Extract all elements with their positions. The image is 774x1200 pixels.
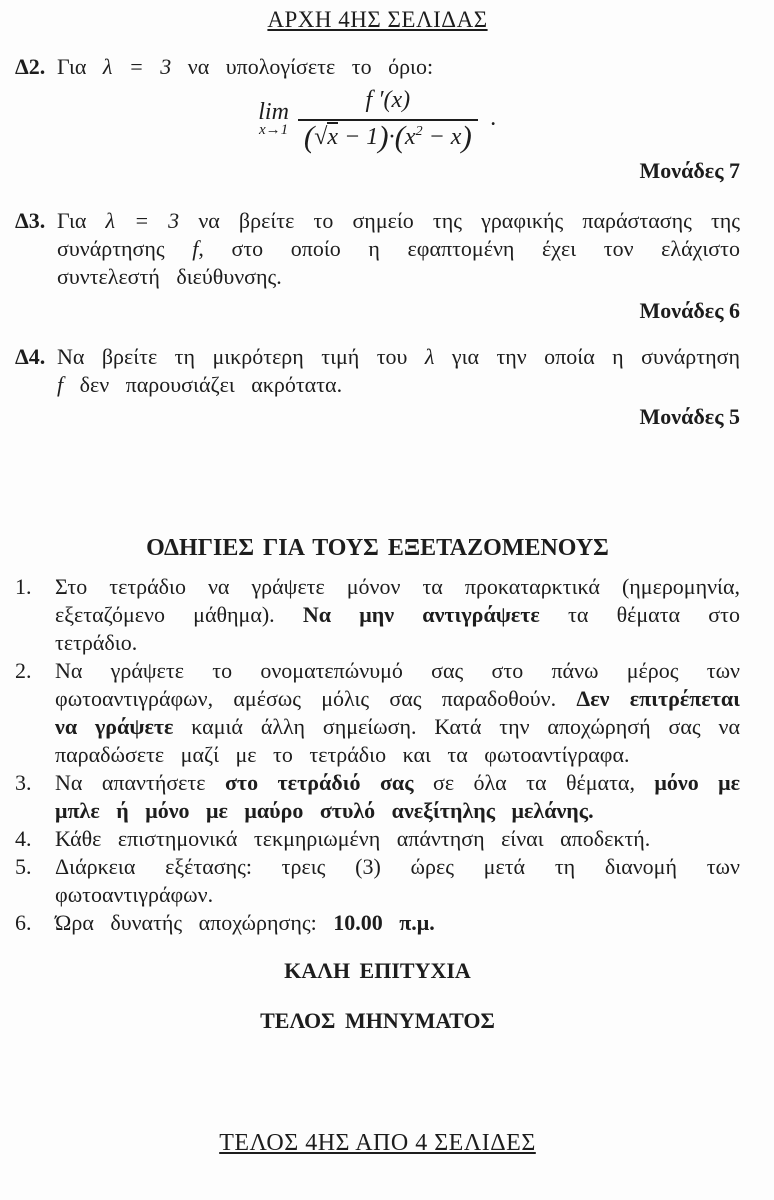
question-d4-label: Δ4. [15, 344, 46, 370]
page-header [15, 7, 740, 33]
instruction-item-4 [15, 825, 740, 853]
instruction-number: 6. [15, 910, 32, 936]
sqrt-argument: x [327, 123, 339, 150]
x-base: x [404, 123, 416, 150]
minus-x: − x [422, 123, 462, 150]
fraction-numerator: f ′(x) [365, 87, 411, 113]
instruction-number: 5. [15, 854, 32, 880]
instruction-text: Ώρα δυνατής αποχώρησης: 10.00 π.μ. [55, 910, 435, 936]
instruction-text: Στο τετράδιο να γράψετε μόνον τα προκαταρκτικά (ημερομηνία, εξεταζόμενο μάθημα). Να μην αντιγράψετε τα θέματα στο τετράδιο. [55, 574, 740, 656]
minus-one: − 1 [338, 123, 379, 150]
paren-open-1: ( [303, 118, 315, 154]
paren-open-2: ( [394, 118, 405, 154]
page-footer [15, 1130, 740, 1157]
paren-close-1: ) [378, 118, 389, 154]
page-footer-text: ΤΕΛΟΣ 4ΗΣ ΑΠΟ 4 ΣΕΛΙΔΕΣ [219, 1130, 536, 1157]
fraction-denominator [298, 119, 478, 152]
instruction-number: 1. [15, 574, 32, 600]
instruction-text: Κάθε επιστημονικά τεκμηριωμένη απάντηση είναι αποδεκτή. [55, 826, 651, 852]
end-of-message: ΤΕΛΟΣ ΜΗΝΥΜΑΤΟΣ [260, 1008, 495, 1034]
points-d4: Μονάδες 5 [639, 404, 740, 430]
question-d3 [15, 207, 740, 291]
points-d2: Μονάδες 7 [639, 158, 740, 184]
instruction-number: 4. [15, 826, 32, 852]
question-d4 [15, 343, 740, 399]
instructions-title: ΟΔΗΓΙΕΣ ΓΙΑ ΤΟΥΣ ΕΞΕΤΑΖΟΜΕΝΟΥΣ [146, 535, 609, 562]
points-d3: Μονάδες 6 [639, 298, 740, 324]
instruction-item-2 [15, 657, 740, 769]
instruction-text: Διάρκεια εξέτασης: τρεις (3) ώρες μετά τη διανομή των φωτοαντιγράφων. [55, 854, 740, 908]
instruction-text: Να γράψετε το ονοματεπώνυμό σας στο πάνω μέρος των φωτοαντιγράφων, αμέσως μόλις σας παραδοθούν. Δεν επιτρέπεται να γράψετε καμιά άλλη σημείωση. Κατά την αποχώρησή σας να παραδώσετε μαζί με το τετράδιο και τα φωτοαντίγραφα. [55, 658, 740, 768]
good-luck-message: ΚΑΛΗ ΕΠΙΤΥΧΙΑ [284, 958, 471, 984]
instruction-item-1 [15, 573, 740, 657]
question-d2-label: Δ2. [15, 54, 46, 79]
instruction-number: 3. [15, 770, 32, 796]
lim-text: lim [258, 98, 289, 125]
paren-close-2: ) [461, 118, 472, 154]
page-header-text: ΑΡΧΗ 4ΗΣ ΣΕΛΙΔΑΣ [267, 7, 488, 32]
x-exponent: 2 [415, 123, 423, 139]
limit-formula [15, 87, 740, 154]
instruction-item-5 [15, 853, 740, 909]
instruction-item-3 [15, 769, 740, 825]
limit-operator [258, 99, 289, 140]
question-d4-text: Να βρείτε τη μικρότερη τιμή του λ για την οποία η συνάρτηση f δεν παρουσιάζει ακρότατα. [57, 344, 740, 398]
question-d3-text: Για λ = 3 να βρείτε το σημείο της γραφικής παράστασης της συνάρτησης f, στο οποίο η εφαπτομένη έχει τον ελάχιστο συντελεστή διεύθυνσης. [57, 208, 741, 290]
instruction-number: 2. [15, 658, 32, 684]
multiplication-dot: · [388, 123, 395, 150]
question-d3-label: Δ3. [15, 208, 46, 234]
question-d2-text: Για λ = 3 να υπολογίσετε το όριο: [57, 54, 434, 79]
formula-period: . [490, 105, 497, 132]
lim-subscript: x→1 [258, 122, 289, 139]
instruction-item-6 [15, 909, 740, 937]
sqrt-sign: √ [314, 123, 328, 150]
question-d2 [15, 53, 740, 81]
fraction [298, 87, 478, 154]
instructions-list [15, 573, 740, 937]
instruction-text: Να απαντήσετε στο τετράδιό σας σε όλα τα θέματα, μόνο με μπλε ή μόνο με μαύρο στυλό ανεξίτηλης μελάνης. [55, 770, 741, 824]
